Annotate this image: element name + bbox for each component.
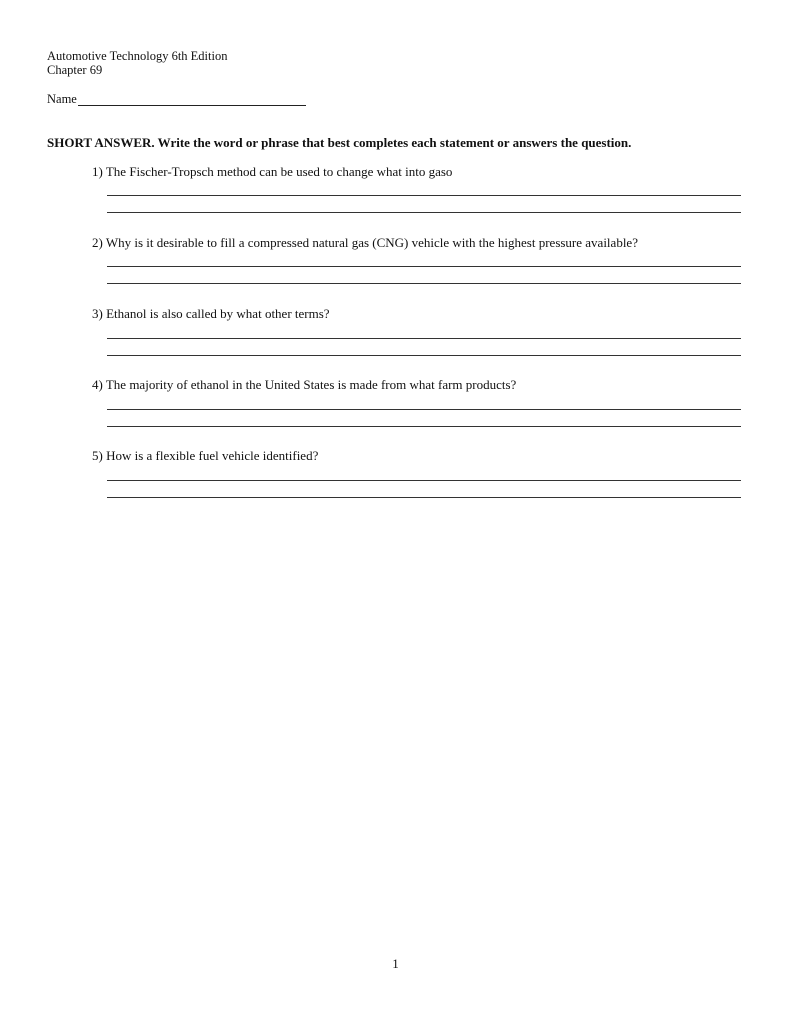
name-blank-line[interactable] — [78, 94, 306, 106]
answer-line[interactable] — [107, 283, 741, 284]
question-5 — [92, 448, 742, 463]
page-number: 1 — [392, 956, 399, 971]
question-2-number: 2) — [92, 235, 103, 250]
question-2-text — [92, 235, 742, 250]
question-4-prompt: The majority of ethanol in the United States is made from what farm products? — [105, 377, 517, 392]
question-3 — [92, 306, 742, 321]
question-4-number: 4) — [92, 377, 103, 392]
question-1-number: 1) — [92, 164, 103, 179]
answer-line[interactable] — [107, 195, 741, 196]
question-1-text — [92, 164, 742, 179]
question-5-text — [92, 448, 742, 463]
question-2-prompt: Why is it desirable to fill a compressed natural gas (CNG) vehicle with the highest pressure available? — [105, 235, 638, 250]
question-5-prompt: How is a flexible fuel vehicle identified? — [106, 448, 319, 463]
question-2 — [92, 235, 742, 250]
answer-line[interactable] — [107, 480, 741, 481]
answer-line[interactable] — [107, 266, 741, 267]
document-header — [47, 49, 227, 77]
question-1 — [92, 164, 742, 179]
question-4-text — [92, 377, 742, 392]
answer-line[interactable] — [107, 212, 741, 213]
question-3-prompt: Ethanol is also called by what other terms? — [106, 306, 330, 321]
answer-line[interactable] — [107, 426, 741, 427]
question-5-number: 5) — [92, 448, 103, 463]
question-3-number: 3) — [92, 306, 103, 321]
name-label: Name — [47, 92, 77, 106]
answer-line[interactable] — [107, 497, 741, 498]
section-instructions: SHORT ANSWER. Write the word or phrase that best completes each statement or answers the question. — [47, 135, 632, 150]
question-1-prompt: The Fischer-Tropsch method can be used to change what into gaso — [105, 164, 453, 179]
answer-line[interactable] — [107, 355, 741, 356]
book-title: Automotive Technology 6th Edition — [47, 49, 228, 63]
question-3-text — [92, 306, 742, 321]
answer-line[interactable] — [107, 338, 741, 339]
answer-line[interactable] — [107, 409, 741, 410]
chapter-label: Chapter 69 — [47, 63, 103, 77]
name-field-row — [47, 92, 306, 106]
question-4 — [92, 377, 742, 392]
